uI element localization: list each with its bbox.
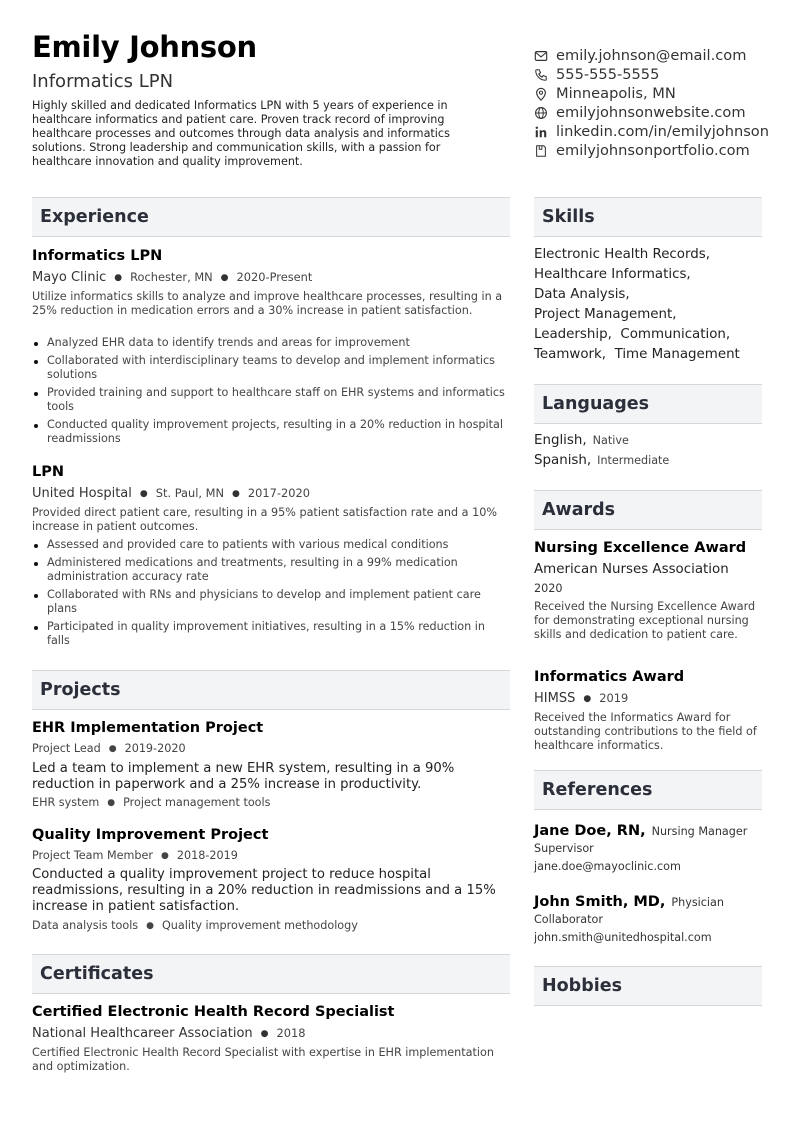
project-description: Conducted a quality improvement project to reduce hospital readmissions, resulting in a 20% reduction in readmissions and a 15% increase in patient satisfaction. [32, 867, 496, 914]
job-title: LPN [32, 464, 65, 480]
certificate-description: Certified Electronic Health Record Specialist with expertise in EHR implementation and optimization. [32, 1046, 494, 1073]
separator-dot: ● [160, 851, 169, 861]
contact-linkedin[interactable] [534, 122, 792, 141]
project-title: EHR Implementation Project [32, 720, 264, 736]
envelope-icon [534, 49, 548, 63]
job-bullet: Assessed and provided care to patients with various medical conditions [32, 538, 508, 552]
project-meta [32, 849, 238, 862]
certificate-issuer: National Healthcareer Association [32, 1026, 253, 1041]
reference-email[interactable]: john.smith@unitedhospital.com [534, 931, 712, 944]
project-tool: EHR system [32, 796, 100, 809]
job-bullet: Analyzed EHR data to identify trends and areas for improvement [32, 336, 508, 350]
project-dates: 2019-2020 [124, 742, 186, 755]
portfolio-icon [534, 144, 548, 158]
linkedin-icon [534, 125, 548, 139]
hobbies-heading: Hobbies [534, 966, 762, 1006]
separator-dot: ● [220, 273, 229, 283]
language-level: Intermediate [597, 454, 670, 467]
project-meta [32, 742, 186, 755]
award-title: Informatics Award [534, 669, 685, 685]
skills-line: Teamwork, Time Management [534, 347, 740, 362]
phone-text: 555-555-5555 [556, 66, 660, 83]
portfolio-text: emilyjohnsonportfolio.com [556, 142, 750, 159]
job-description: Provided direct patient care, resulting in a 95% patient satisfaction rate and a 10% increase in patient outcomes. [32, 506, 497, 533]
language-name: English, [534, 433, 587, 448]
summary: Highly skilled and dedicated Informatics LPN with 5 years of experience in healthcare informatics and patient care. Proven track record of improving healthcare processes and outcomes through data analysis and informatics solutions. Strong leadership and communication skills, with a passion for healthcare innovation and quality improvement. [32, 99, 450, 168]
project-tool: Project management tools [123, 796, 271, 809]
language-item [534, 453, 669, 468]
contact-list [534, 46, 792, 160]
experience-heading: Experience [32, 197, 510, 237]
project-tool: Data analysis tools [32, 919, 139, 932]
award-year: 2020 [534, 582, 563, 595]
job-company: Mayo Clinic [32, 270, 107, 285]
job-title: Informatics LPN [32, 248, 163, 264]
email-text: emily.johnson@email.com [556, 47, 747, 64]
certificates-heading: Certificates [32, 954, 510, 994]
globe-icon [534, 106, 548, 120]
language-name: Spanish, [534, 453, 592, 468]
contact-location [534, 84, 792, 103]
contact-email[interactable] [534, 46, 792, 65]
job-company: United Hospital [32, 486, 132, 501]
reference-name: Jane Doe, RN, [534, 823, 646, 839]
skills-line: Leadership, Communication, [534, 327, 731, 342]
job-bullets [32, 538, 508, 652]
reference-role: Nursing Manager [651, 825, 748, 838]
project-title: Quality Improvement Project [32, 827, 269, 843]
separator-dot: ● [146, 921, 154, 931]
project-role: Project Lead [32, 742, 101, 755]
candidate-title: Informatics LPN [32, 71, 174, 92]
projects-heading: Projects [32, 670, 510, 710]
reference-email[interactable]: jane.doe@mayoclinic.com [534, 860, 681, 873]
job-bullet: Collaborated with RNs and physicians to develop and implement patient care plans [32, 588, 508, 616]
separator-dot: ● [260, 1029, 269, 1039]
certificate-title: Certified Electronic Health Record Specialist [32, 1004, 395, 1020]
separator-dot: ● [114, 273, 123, 283]
skills-line: Data Analysis, [534, 287, 630, 302]
project-dates: 2018-2019 [176, 849, 238, 862]
job-dates: 2020-Present [236, 270, 313, 284]
language-item [534, 433, 629, 448]
awards-heading: Awards [534, 490, 762, 530]
candidate-name: Emily Johnson [32, 30, 257, 64]
reference-name-line [534, 891, 724, 910]
reference-name-line [534, 820, 747, 839]
skills-line: Healthcare Informatics, [534, 267, 691, 282]
award-issuer: HIMSS [534, 691, 576, 706]
separator-dot: ● [139, 489, 148, 499]
award-title: Nursing Excellence Award [534, 540, 747, 556]
certificate-meta [32, 1026, 306, 1041]
reference-relation: Collaborator [534, 913, 603, 926]
separator-dot: ● [107, 798, 116, 808]
certificate-year: 2018 [276, 1026, 306, 1040]
contact-portfolio[interactable] [534, 141, 792, 160]
award-description: Received the Nursing Excellence Award for demonstrating exceptional nursing skills and dedication to patient care. [534, 600, 756, 641]
skills-list [534, 245, 774, 365]
project-role: Project Team Member [32, 849, 153, 862]
linkedin-text: linkedin.com/in/emilyjohnson [556, 123, 769, 140]
job-bullet: Conducted quality improvement projects, resulting in a 20% reduction in hospital readmissions [32, 418, 508, 446]
award-meta [534, 691, 628, 706]
reference-relation: Supervisor [534, 842, 594, 855]
website-text: emilyjohnsonwebsite.com [556, 104, 746, 121]
project-tools [32, 919, 358, 932]
language-level: Native [592, 434, 629, 447]
job-bullets [32, 336, 508, 450]
project-tools [32, 796, 270, 809]
separator-dot: ● [583, 694, 592, 704]
job-meta [32, 270, 312, 285]
phone-icon [534, 68, 548, 82]
project-tool: Quality improvement methodology [162, 919, 358, 932]
contact-phone[interactable] [534, 65, 792, 84]
languages-heading: Languages [534, 384, 762, 424]
location-pin-icon [534, 87, 548, 101]
location-text: Minneapolis, MN [556, 85, 676, 102]
skills-line: Project Management, [534, 307, 677, 322]
job-bullet: Administered medications and treatments, resulting in a 99% medication administration accuracy rate [32, 556, 508, 584]
award-year: 2019 [599, 691, 629, 705]
job-bullet: Participated in quality improvement initiatives, resulting in a 15% reduction in falls [32, 620, 508, 648]
award-issuer: American Nurses Association [534, 562, 729, 577]
job-bullet: Provided training and support to healthcare staff on EHR systems and informatics tools [32, 386, 508, 414]
references-heading: References [534, 770, 762, 810]
separator-dot: ● [108, 744, 117, 754]
project-description: Led a team to implement a new EHR system, resulting in a 90% reduction in paperwork and a 25% increase in productivity. [32, 761, 455, 792]
skills-heading: Skills [534, 197, 762, 237]
job-dates: 2017-2020 [247, 486, 310, 500]
contact-website[interactable] [534, 103, 792, 122]
job-description: Utilize informatics skills to analyze and improve healthcare processes, resulting in a 25% reduction in medication errors and a 30% increase in patient satisfaction. [32, 290, 503, 317]
job-location: St. Paul, MN [155, 486, 224, 500]
job-meta [32, 486, 310, 501]
job-bullet: Collaborated with interdisciplinary teams to develop and implement informatics solutions [32, 354, 508, 382]
reference-role: Physician [671, 896, 724, 909]
reference-name: John Smith, MD, [534, 894, 666, 910]
award-description: Received the Informatics Award for outstanding contributions to the field of healthcare informatics. [534, 711, 757, 752]
skills-line: Electronic Health Records, [534, 247, 710, 262]
separator-dot: ● [232, 489, 240, 499]
job-location: Rochester, MN [130, 270, 213, 284]
